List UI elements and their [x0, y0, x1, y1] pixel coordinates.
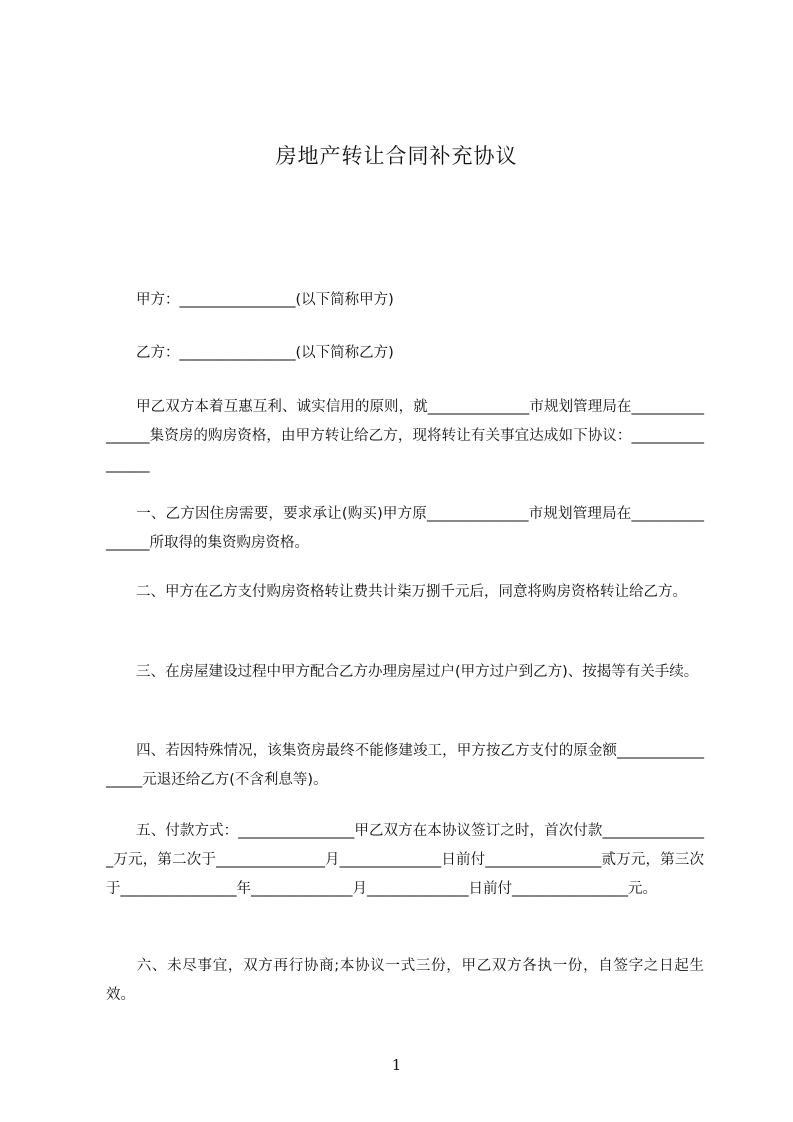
clause-1-text: 一、乙方因住房需要，要求承让(购买)甲方原______________市规划管理局在________________所取得的集资购房资格。 [106, 506, 704, 551]
intro-paragraph [106, 393, 704, 480]
party-a-line [106, 286, 704, 315]
intro-text: 甲乙双方本着互惠互利、诚实信用的原则，就______________市规划管理局在________________集资房的购房资格，由甲方转让给乙方，现将转让有关事宜达成如下协议：________________ [106, 399, 704, 473]
clause-1 [106, 500, 704, 558]
party-b-text: 乙方：________________(以下简称乙方) [136, 345, 394, 361]
clause-5 [106, 817, 704, 904]
clause-6-text: 六、未尽事宜，双方再行协商;本协议一式三份，甲乙双方各执一份，自签字之日起生效。 [106, 958, 704, 1003]
clause-2 [106, 578, 704, 607]
clause-5-text: 五、付款方式：________________甲乙双方在本协议签订之时，首次付款_______________万元，第二次于_______________月______________日前付________________贰万元，第三次于________________年______________月______________日前付________________元。 [106, 823, 704, 897]
clause-6 [106, 952, 704, 1010]
clause-4 [106, 737, 704, 795]
clause-3-text: 三、在房屋建设过程中甲方配合乙方办理房屋过户(甲方过户到乙方)、按揭等有关手续。 [136, 664, 699, 680]
clause-4-text: 四、若因特殊情况，该集资房最终不能修建竣工，甲方按乙方支付的原金额_________________元退还给乙方(不含利息等)。 [106, 743, 704, 788]
party-b-line [106, 339, 704, 368]
clause-2-text: 二、甲方在乙方支付购房资格转让费共计柒万捌千元后，同意将购房资格转让给乙方。 [136, 584, 687, 600]
document-title: 房地产转让合同补充协议 [275, 144, 518, 168]
party-a-text: 甲方：________________(以下简称甲方) [136, 292, 394, 308]
clause-3 [106, 658, 704, 687]
page-number: 1 [391, 1056, 402, 1074]
